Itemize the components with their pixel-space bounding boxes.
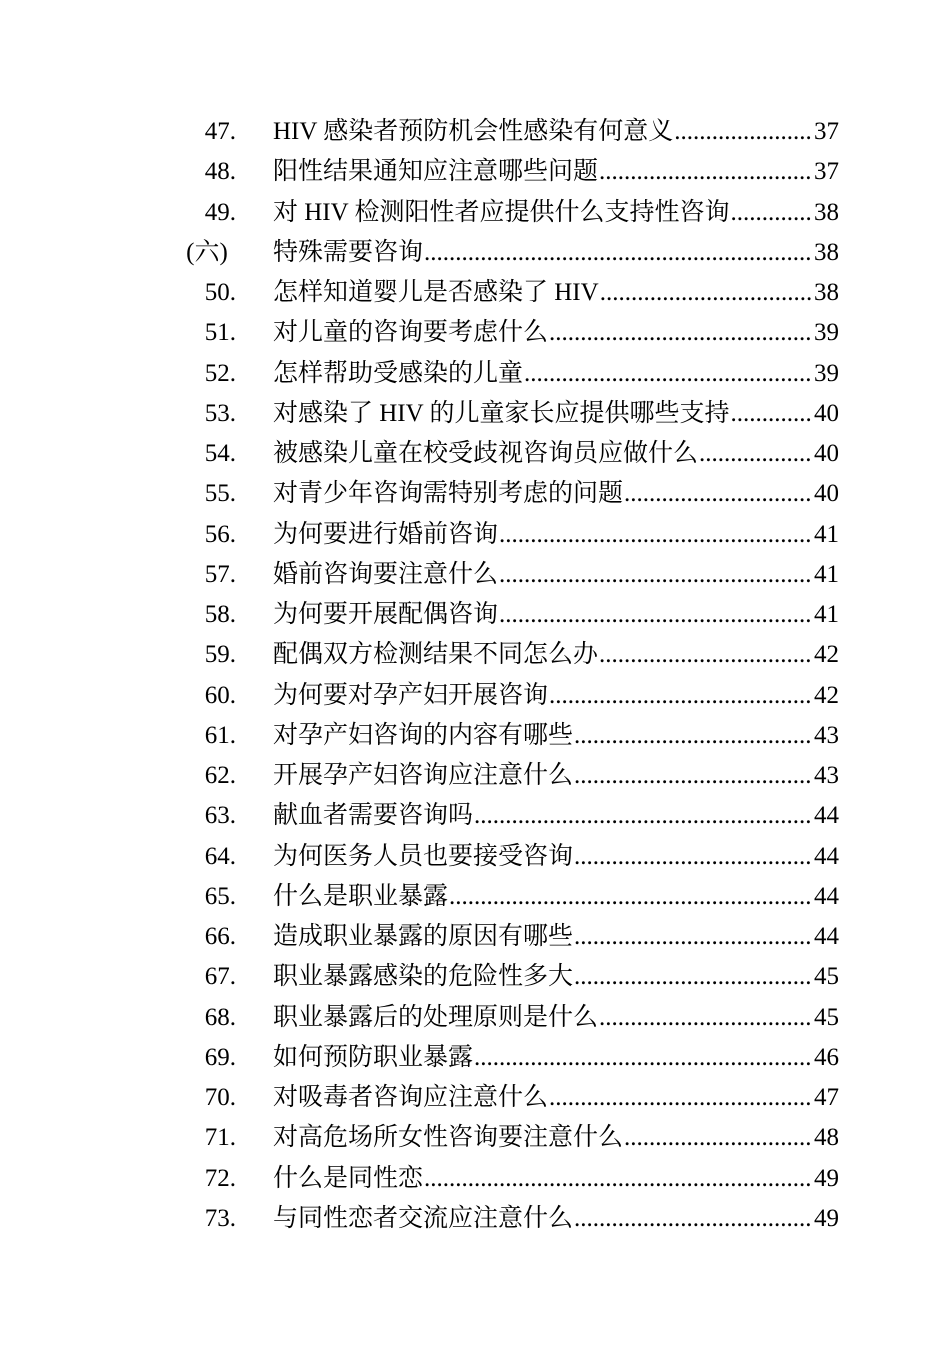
toc-entry-page-number: 37: [814, 118, 839, 146]
dot-leader: [699, 434, 813, 474]
dot-leader: [499, 515, 813, 555]
toc-entry[interactable]: [0, 354, 950, 394]
toc-entry-page-number: 48: [814, 1124, 839, 1152]
toc-entry-title: HIV 感染者预防机会性感染有何意义: [273, 118, 674, 146]
toc-entry-title: 如何预防职业暴露: [273, 1043, 474, 1071]
toc-entry-page-number: 40: [814, 480, 839, 508]
toc-entry[interactable]: [0, 998, 950, 1038]
dot-leader: [624, 474, 813, 514]
toc-entry-number: 53.: [204, 399, 236, 427]
toc-entry-number: 73.: [204, 1204, 236, 1232]
toc-entry-title: 怎样知道婴儿是否感染了 HIV: [273, 279, 599, 307]
toc-entry-number: 59.: [204, 641, 236, 669]
dot-leader: [549, 676, 813, 716]
toc-entry-page-number: 38: [814, 238, 839, 266]
toc-entry[interactable]: [0, 1118, 950, 1158]
dot-leader: [574, 957, 813, 997]
toc-entry-line: [273, 998, 839, 1038]
toc-entry-number: 64.: [204, 842, 236, 870]
toc-entry-number: 49.: [204, 198, 236, 226]
toc-entry[interactable]: [0, 877, 950, 917]
toc-entry[interactable]: [0, 1078, 950, 1118]
toc-entry-title: 为何要开展配偶咨询: [273, 601, 499, 629]
toc-entry-number: 72.: [204, 1164, 236, 1192]
toc-entry-title: 阳性结果通知应注意哪些问题: [273, 158, 599, 186]
toc-entry[interactable]: [0, 474, 950, 514]
toc-entry-page-number: 41: [814, 601, 839, 629]
dot-leader: [730, 193, 813, 233]
toc-entry-page-number: 45: [814, 963, 839, 991]
dot-leader: [574, 917, 813, 957]
toc-entry-line: [273, 152, 839, 192]
dot-leader: [600, 273, 813, 313]
toc-entry-page-number: 44: [814, 842, 839, 870]
toc-entry-number: 67.: [204, 963, 236, 991]
toc-entry-line: [273, 233, 839, 273]
toc-entry-line: [273, 676, 839, 716]
dot-leader: [499, 595, 813, 635]
toc-entry-number: 48.: [204, 158, 236, 186]
toc-entry[interactable]: [0, 313, 950, 353]
toc-entry[interactable]: [0, 1159, 950, 1199]
toc-entry-line: [273, 394, 839, 434]
toc-entry-line: [273, 595, 839, 635]
toc-entry-number: 50.: [204, 279, 236, 307]
toc-entry-title: 职业暴露后的处理原则是什么: [273, 1003, 599, 1031]
toc-entry-title: 怎样帮助受感染的儿童: [273, 359, 524, 387]
dot-leader: [549, 1078, 813, 1118]
toc-entry-title: 与同性恋者交流应注意什么: [273, 1204, 574, 1232]
toc-entry-page-number: 41: [814, 520, 839, 548]
toc-entry-number: 52.: [204, 359, 236, 387]
toc-entry-line: [273, 112, 839, 152]
toc-entry-title: 被感染儿童在校受歧视咨询员应做什么: [273, 440, 699, 468]
toc-entry-title: 特殊需要咨询: [273, 238, 424, 266]
dot-leader: [549, 313, 813, 353]
dot-leader: [599, 998, 813, 1038]
toc-entry-line: [273, 917, 839, 957]
toc-entry-number: 62.: [204, 762, 236, 790]
toc-entry-page-number: 49: [814, 1204, 839, 1232]
toc-entry[interactable]: [0, 1038, 950, 1078]
toc-entry-page-number: 44: [814, 802, 839, 830]
toc-entry-number: 66.: [204, 923, 236, 951]
toc-entry[interactable]: [0, 796, 950, 836]
toc-entry-page-number: 44: [814, 882, 839, 910]
toc-entry[interactable]: [0, 957, 950, 997]
toc-entry-page-number: 49: [814, 1164, 839, 1192]
toc-entry[interactable]: [0, 595, 950, 635]
dot-leader: [524, 354, 813, 394]
toc-entry[interactable]: [0, 515, 950, 555]
toc-entry-title: 对青少年咨询需特别考虑的问题: [273, 480, 624, 508]
toc-entry[interactable]: [0, 756, 950, 796]
toc-entry-line: [273, 1078, 839, 1118]
toc-entry-line: [273, 434, 839, 474]
toc-entry-title: 婚前咨询要注意什么: [273, 560, 499, 588]
toc-entry-line: [273, 1118, 839, 1158]
toc-entry-page-number: 41: [814, 560, 839, 588]
toc-entry-title: 对吸毒者咨询应注意什么: [273, 1084, 549, 1112]
toc-entry[interactable]: [0, 635, 950, 675]
toc-entry-page-number: 47: [814, 1084, 839, 1112]
toc-entry-title: 对儿童的咨询要考虑什么: [273, 319, 549, 347]
toc-entry[interactable]: [0, 716, 950, 756]
toc-entry-line: [273, 474, 839, 514]
dot-leader: [449, 877, 813, 917]
toc-entry-page-number: 40: [814, 440, 839, 468]
toc-entry-page-number: 40: [814, 399, 839, 427]
dot-leader: [499, 555, 813, 595]
toc-entry-line: [273, 635, 839, 675]
toc-entry-line: [273, 877, 839, 917]
toc-entry[interactable]: [0, 676, 950, 716]
toc-entry-number: 68.: [204, 1003, 236, 1031]
toc-entry-line: [273, 193, 839, 233]
toc-entry[interactable]: [0, 193, 950, 233]
toc-entry[interactable]: [0, 434, 950, 474]
toc-entry-number: 69.: [204, 1043, 236, 1071]
toc-entry-page-number: 43: [814, 762, 839, 790]
toc-entry-title: 什么是职业暴露: [273, 882, 449, 910]
dot-leader: [624, 1118, 813, 1158]
toc-entry[interactable]: [0, 112, 950, 152]
toc-entry[interactable]: [0, 273, 950, 313]
toc-entry-line: [273, 1159, 839, 1199]
toc-entry-page-number: 39: [814, 319, 839, 347]
toc-entry-page-number: 45: [814, 1003, 839, 1031]
toc-entry-line: [273, 515, 839, 555]
toc-entry-title: 对高危场所女性咨询要注意什么: [273, 1124, 624, 1152]
toc-entry-number: 60.: [204, 681, 236, 709]
toc-entry-page-number: 37: [814, 158, 839, 186]
toc-entry-line: [273, 313, 839, 353]
toc-entry-title: 对孕产妇咨询的内容有哪些: [273, 721, 574, 749]
toc-entry-page-number: 38: [814, 198, 839, 226]
toc-entry-line: [273, 756, 839, 796]
toc-entry-number: 55.: [204, 480, 236, 508]
dot-leader: [574, 716, 813, 756]
toc-entry[interactable]: [0, 394, 950, 434]
toc-entry-number: 71.: [204, 1124, 236, 1152]
toc-entry-title: 为何医务人员也要接受咨询: [273, 842, 574, 870]
toc-entry-line: [273, 555, 839, 595]
toc-entry[interactable]: [0, 555, 950, 595]
toc-entry-number: 54.: [204, 440, 236, 468]
toc-entry-line: [273, 837, 839, 877]
dot-leader: [474, 1038, 813, 1078]
dot-leader: [674, 112, 813, 152]
dot-leader: [424, 233, 813, 273]
dot-leader: [474, 796, 813, 836]
toc-entry-page-number: 44: [814, 923, 839, 951]
toc-entry-line: [273, 716, 839, 756]
toc-entry[interactable]: [0, 233, 950, 273]
toc-entry-number: 56.: [204, 520, 236, 548]
dot-leader: [599, 152, 813, 192]
dot-leader: [599, 635, 813, 675]
dot-leader: [424, 1159, 813, 1199]
dot-leader: [730, 394, 813, 434]
toc-entry-title: 开展孕产妇咨询应注意什么: [273, 762, 574, 790]
toc-entry-line: [273, 1199, 839, 1239]
toc-entry-line: [273, 957, 839, 997]
toc-entry-page-number: 42: [814, 681, 839, 709]
toc-entry-title: 为何要进行婚前咨询: [273, 520, 499, 548]
dot-leader: [574, 756, 813, 796]
toc-entry-title: 什么是同性恋: [273, 1164, 424, 1192]
toc-entry-page-number: 39: [814, 359, 839, 387]
toc-entry-number: (六): [186, 238, 228, 266]
toc-entry-line: [273, 273, 839, 313]
table-of-contents: [0, 112, 950, 1239]
toc-entry-line: [273, 1038, 839, 1078]
toc-entry-title: 对 HIV 检测阳性者应提供什么支持性咨询: [273, 198, 730, 226]
toc-entry-number: 65.: [204, 882, 236, 910]
toc-entry-number: 47.: [204, 118, 236, 146]
toc-entry-page-number: 43: [814, 721, 839, 749]
toc-entry-number: 61.: [204, 721, 236, 749]
toc-entry-title: 造成职业暴露的原因有哪些: [273, 923, 574, 951]
toc-entry-line: [273, 796, 839, 836]
toc-entry-title: 为何要对孕产妇开展咨询: [273, 681, 549, 709]
toc-entry-page-number: 42: [814, 641, 839, 669]
toc-entry-number: 70.: [204, 1084, 236, 1112]
toc-entry-title: 配偶双方检测结果不同怎么办: [273, 641, 599, 669]
toc-entry-page-number: 46: [814, 1043, 839, 1071]
dot-leader: [574, 1199, 813, 1239]
toc-entry[interactable]: [0, 152, 950, 192]
toc-entry-number: 58.: [204, 601, 236, 629]
toc-entry-title: 职业暴露感染的危险性多大: [273, 963, 574, 991]
toc-entry-title: 对感染了 HIV 的儿童家长应提供哪些支持: [273, 399, 730, 427]
toc-entry-line: [273, 354, 839, 394]
toc-entry[interactable]: [0, 837, 950, 877]
toc-entry-number: 63.: [204, 802, 236, 830]
toc-entry[interactable]: [0, 917, 950, 957]
toc-entry-title: 献血者需要咨询吗: [273, 802, 474, 830]
dot-leader: [574, 837, 813, 877]
toc-entry-number: 57.: [204, 560, 236, 588]
toc-entry-number: 51.: [204, 319, 236, 347]
toc-entry[interactable]: [0, 1199, 950, 1239]
toc-entry-page-number: 38: [814, 279, 839, 307]
